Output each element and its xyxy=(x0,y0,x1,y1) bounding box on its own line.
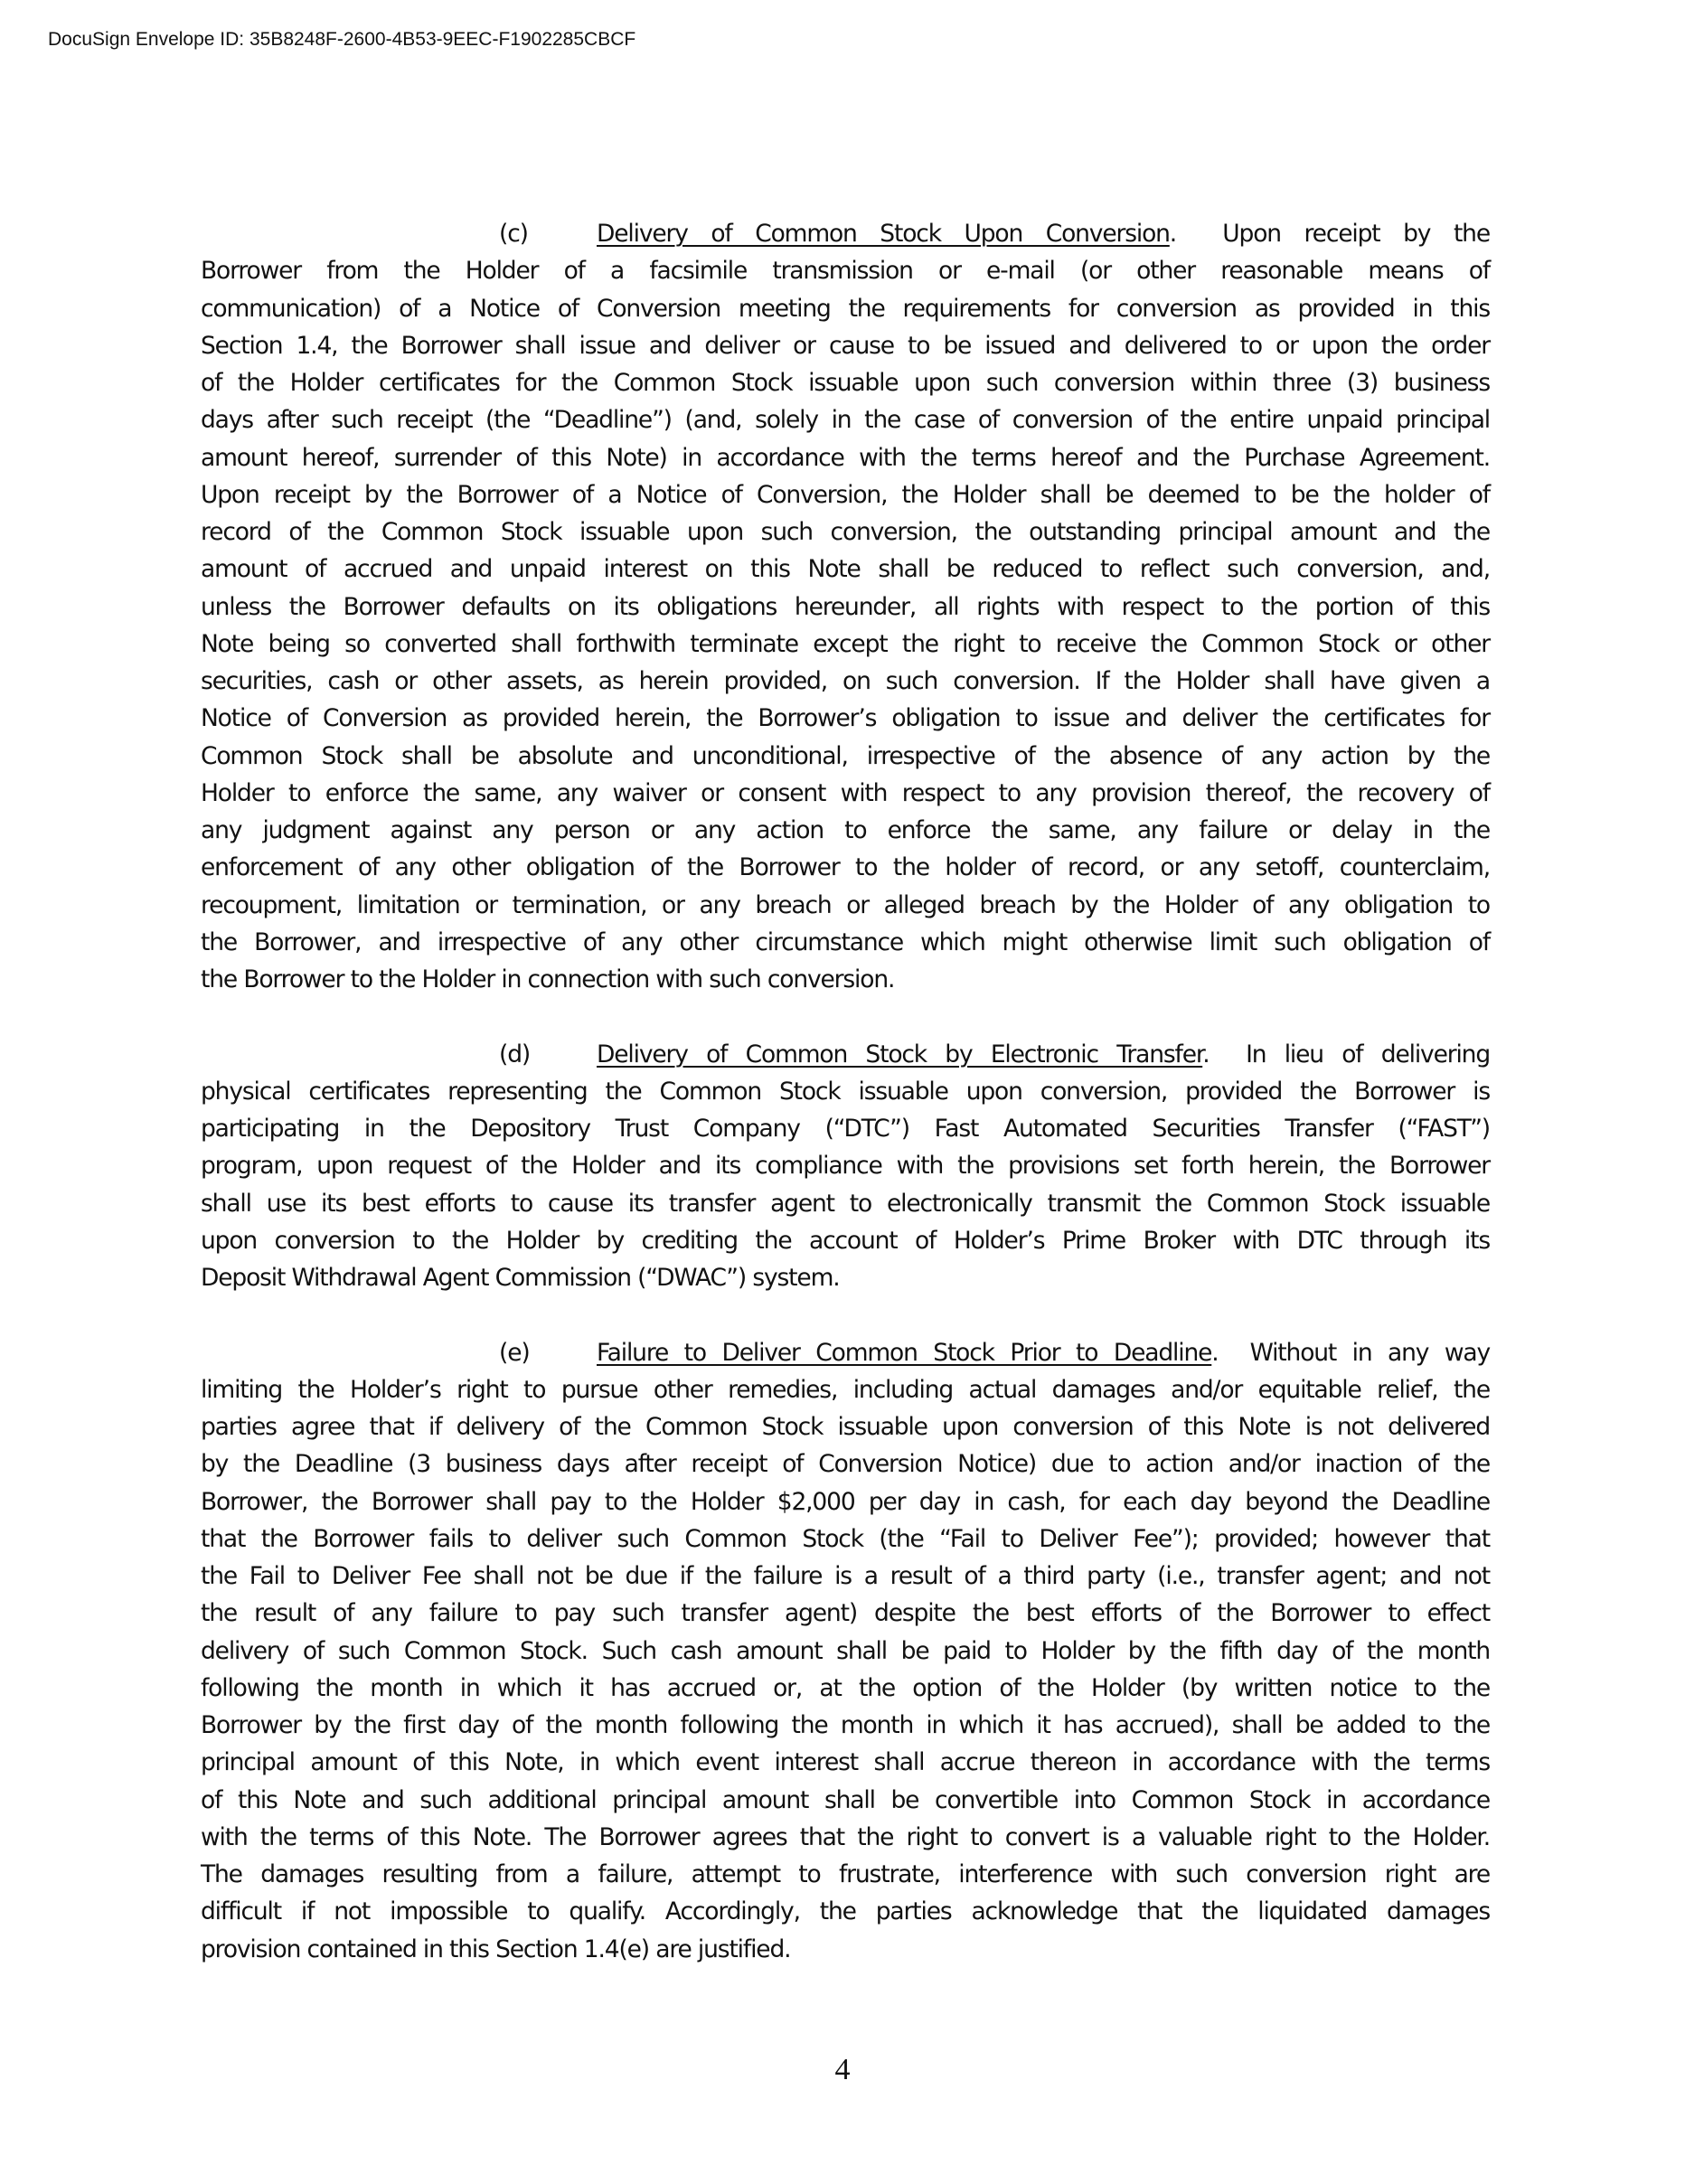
body-line: that the Borrower fails to deliver such Common Stock (the “Fail to Deliver Fee”); provided; however that xyxy=(201,1524,1490,1553)
document-body xyxy=(201,215,1490,2005)
section-enumerator: (e) xyxy=(499,1338,530,1367)
body-line: amount of accrued and unpaid interest on this Note shall be reduced to reflect such conversion, and, xyxy=(201,555,1490,584)
body-line: Note being so converted shall forthwith terminate except the right to receive the Common Stock or other xyxy=(201,629,1490,658)
body-line: communication) of a Notice of Conversion meeting the requirements for conversion as provided in this xyxy=(201,294,1490,323)
section-heading: Failure to Deliver Common Stock Prior to Deadline xyxy=(597,1338,1212,1367)
body-line: any judgment against any person or any action to enforce the same, any failure or delay in the xyxy=(201,816,1490,844)
body-line: unless the Borrower defaults on its obligations hereunder, all rights with respect to the portion of this xyxy=(201,592,1490,621)
heading-suffix: . xyxy=(1202,1040,1210,1068)
section-first-line xyxy=(201,1036,1490,1073)
body-line: Notice of Conversion as provided herein, the Borrower’s obligation to issue and deliver the certificates for xyxy=(201,704,1490,733)
body-line: provision contained in this Section 1.4(e) are justified. xyxy=(201,1935,791,1963)
section-heading: Delivery of Common Stock by Electronic Transfer xyxy=(597,1040,1203,1068)
section-first-line xyxy=(201,215,1490,252)
section-enumerator: (c) xyxy=(499,220,528,248)
docusign-envelope-id: DocuSign Envelope ID: 35B8248F-2600-4B53-9EEC-F1902285CBCF xyxy=(48,29,636,50)
section-enumerator: (d) xyxy=(499,1040,531,1068)
body-line: parties agree that if delivery of the Common Stock issuable upon conversion of this Note is not delivered xyxy=(201,1413,1490,1441)
body-line: Borrower, the Borrower shall pay to the Holder $2,000 per day in cash, for each day beyond the Deadline xyxy=(201,1487,1490,1516)
body-line: Deposit Withdrawal Agent Commission (“DWAC”) system. xyxy=(201,1264,840,1292)
body-line: securities, cash or other assets, as herein provided, on such conversion. If the Holder shall have given a xyxy=(201,667,1490,695)
body-line: The damages resulting from a failure, attempt to frustrate, interference with such conversion right are xyxy=(201,1860,1490,1888)
body-line: recoupment, limitation or termination, or any breach or alleged breach by the Holder of any obligation to xyxy=(201,890,1490,919)
body-line: by the Deadline (3 business days after receipt of Conversion Notice) due to action and/or inaction of the xyxy=(201,1450,1490,1479)
body-line: Borrower by the first day of the month following the month in which it has accrued), shall be added to the xyxy=(201,1711,1490,1739)
body-line: enforcement of any other obligation of the Borrower to the holder of record, or any setoff, counterclaim, xyxy=(201,853,1490,882)
section-c xyxy=(201,215,1490,998)
body-line: Holder to enforce the same, any waiver or consent with respect to any provision thereof, the recovery of xyxy=(201,778,1490,807)
body-line: following the month in which it has accrued or, at the option of the Holder (by written notice to the xyxy=(201,1673,1490,1702)
body-line: shall use its best efforts to cause its transfer agent to electronically transmit the Common Stock issuable xyxy=(201,1189,1490,1218)
body-line: delivery of such Common Stock. Such cash amount shall be paid to Holder by the fifth day of the month xyxy=(201,1636,1490,1665)
section-e xyxy=(201,1334,1490,1968)
body-line: the Borrower to the Holder in connection with such conversion. xyxy=(201,965,895,993)
body-line: difficult if not impossible to qualify. Accordingly, the parties acknowledge that the liquidated damages xyxy=(201,1897,1490,1926)
section-first-line xyxy=(201,1334,1490,1371)
body-line: Upon receipt by the Borrower of a Notice of Conversion, the Holder shall be deemed to be the holder of xyxy=(201,480,1490,509)
body-line: program, upon request of the Holder and its compliance with the provisions set forth herein, the Borrower xyxy=(201,1152,1490,1181)
body-line: participating in the Depository Trust Company (“DTC”) Fast Automated Securities Transfer (“FAST”) xyxy=(201,1115,1490,1143)
first-line-rest: Without in any way xyxy=(1249,1338,1490,1367)
first-line-rest: In lieu of delivering xyxy=(1246,1040,1491,1068)
body-line: Borrower from the Holder of a facsimile transmission or e-mail (or other reasonable means of xyxy=(201,257,1490,286)
body-line: the Borrower, and irrespective of any other circumstance which might otherwise limit such obligation of xyxy=(201,927,1490,956)
body-line: of the Holder certificates for the Common Stock issuable upon such conversion within three (3) business xyxy=(201,369,1490,397)
heading-suffix: . xyxy=(1211,1338,1219,1367)
body-line: days after such receipt (the “Deadline”) (and, solely in the case of conversion of the entire unpaid principal xyxy=(201,406,1490,435)
body-line: with the terms of this Note. The Borrower agrees that the right to convert is a valuable right to the Holder. xyxy=(201,1822,1490,1851)
first-line-rest: Upon receipt by the xyxy=(1222,220,1490,248)
body-line: the result of any failure to pay such transfer agent) despite the best efforts of the Borrower to effect xyxy=(201,1599,1490,1628)
body-line: Section 1.4, the Borrower shall issue and deliver or cause to be issued and delivered to or upon the order xyxy=(201,331,1490,360)
body-line: principal amount of this Note, in which event interest shall accrue thereon in accordance with the terms xyxy=(201,1748,1490,1777)
body-line: upon conversion to the Holder by crediting the account of Holder’s Prime Broker with DTC through its xyxy=(201,1226,1490,1255)
page-number: 4 xyxy=(834,2053,851,2086)
heading-suffix: . xyxy=(1169,220,1177,248)
section-heading: Delivery of Common Stock Upon Conversion xyxy=(597,220,1170,248)
body-line: amount hereof, surrender of this Note) in accordance with the terms hereof and the Purchase Agreement. xyxy=(201,443,1490,472)
body-line: the Fail to Deliver Fee shall not be due if the failure is a result of a third party (i.e., transfer agent; and not xyxy=(201,1562,1490,1590)
body-line: record of the Common Stock issuable upon such conversion, the outstanding principal amount and the xyxy=(201,518,1490,546)
section-d xyxy=(201,1036,1490,1297)
body-line: of this Note and such additional principal amount shall be convertible into Common Stock in accordance xyxy=(201,1785,1490,1814)
body-line: Common Stock shall be absolute and unconditional, irrespective of the absence of any action by the xyxy=(201,741,1490,770)
body-line: limiting the Holder’s right to pursue other remedies, including actual damages and/or equitable relief, the xyxy=(201,1375,1490,1404)
body-line: physical certificates representing the Common Stock issuable upon conversion, provided the Borrower is xyxy=(201,1077,1490,1106)
